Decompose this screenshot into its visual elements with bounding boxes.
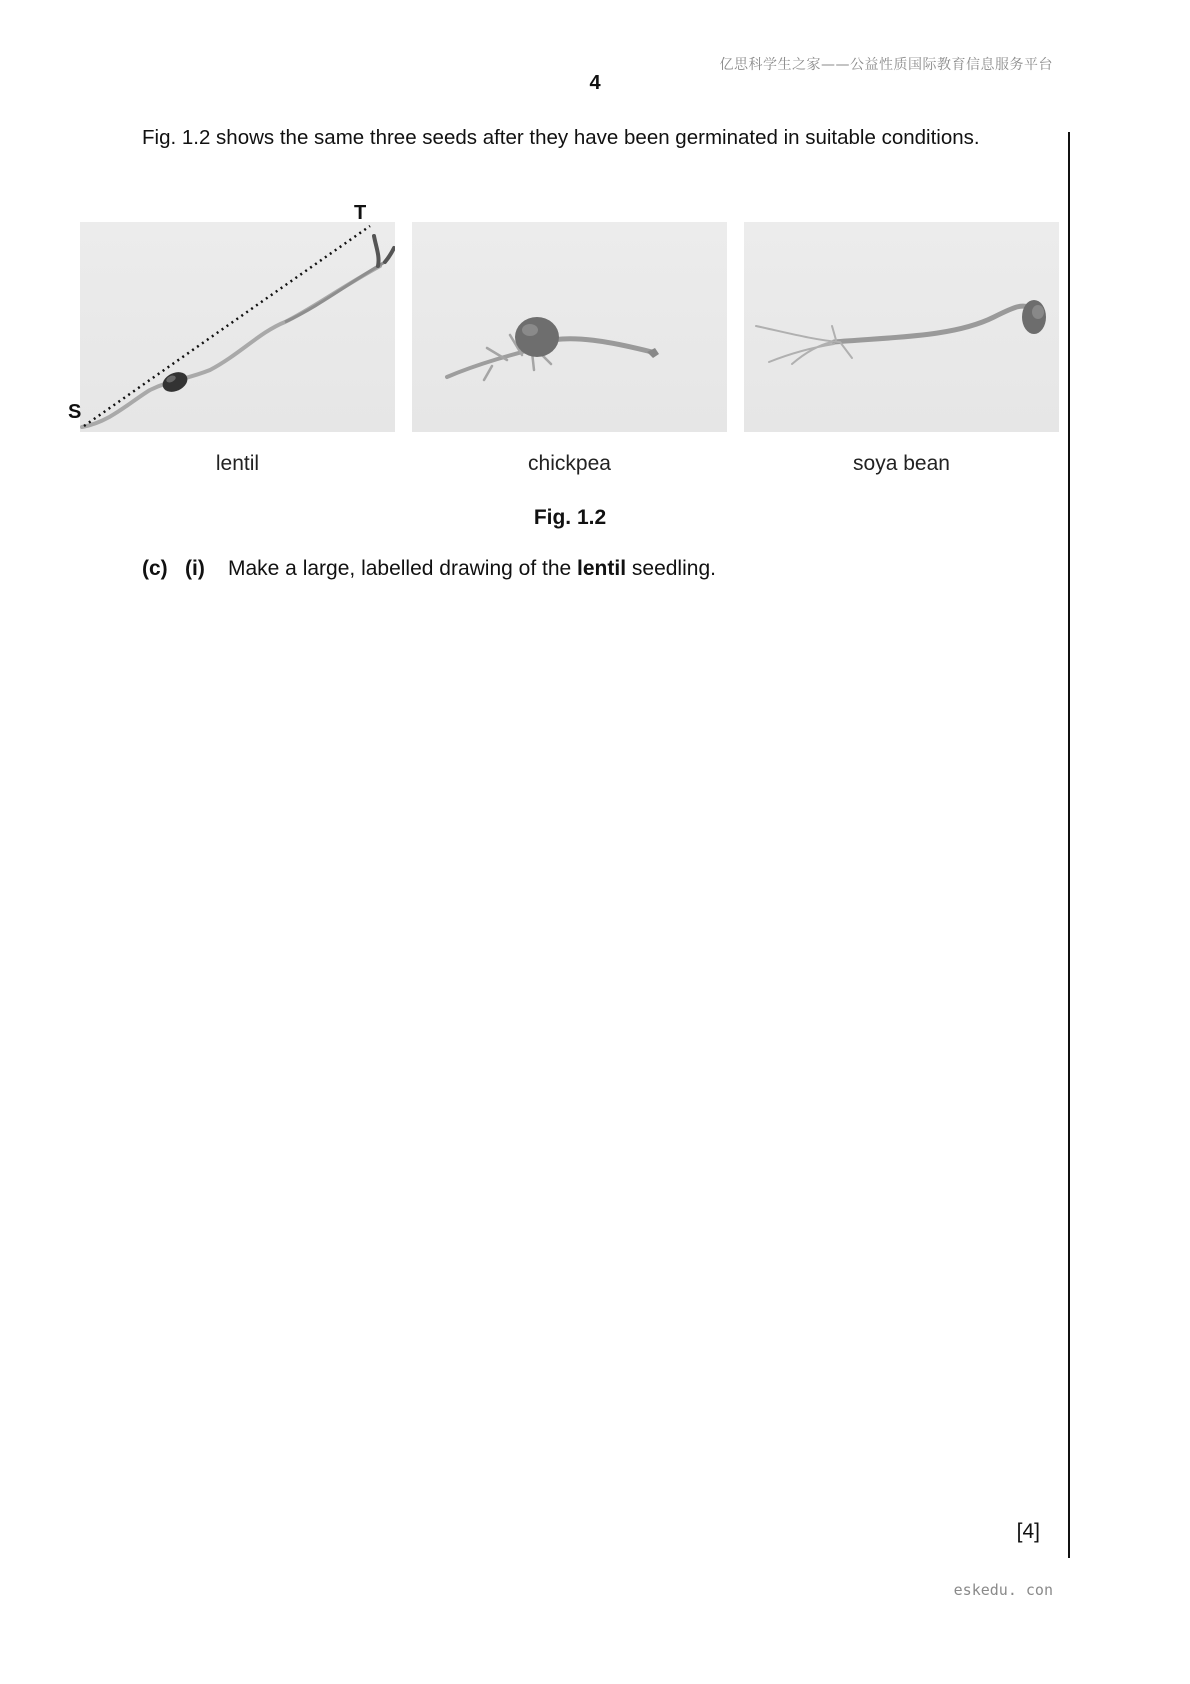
soya-bean-seedling-image — [744, 222, 1059, 432]
question-part: (c) — [142, 557, 168, 580]
question-text-bold: lentil — [577, 557, 627, 580]
label-t: T — [354, 202, 367, 224]
margin-line — [1068, 132, 1070, 1558]
question-c-i — [142, 557, 716, 581]
caption-lentil: lentil — [215, 452, 260, 475]
footer-watermark: eskedu. con — [953, 1581, 1053, 1599]
figure-title: Fig. 1.2 — [533, 506, 607, 529]
chickpea-seedling-image — [412, 222, 727, 432]
label-s: S — [68, 401, 82, 423]
lentil-seedling-image — [80, 222, 395, 432]
question-text-after: seedling. — [626, 557, 716, 580]
marks-allocation: [4] — [1016, 1520, 1040, 1543]
header-watermark: 亿思科学生之家——公益性质国际教育信息服务平台 — [719, 57, 1053, 73]
drawing-answer-area[interactable] — [142, 600, 1042, 1520]
caption-soya-bean: soya bean — [853, 452, 950, 475]
question-text-before: Make a large, labelled drawing of the — [228, 557, 578, 580]
chickpea-photo — [412, 222, 727, 432]
question-subpart: (i) — [185, 557, 205, 580]
caption-chickpea: chickpea — [528, 452, 611, 475]
soya-bean-photo — [744, 222, 1059, 432]
lentil-photo — [80, 222, 395, 432]
intro-text: Fig. 1.2 shows the same three seeds after they have been germinated in suitable conditions. — [142, 126, 980, 149]
page-number: 4 — [589, 72, 601, 94]
